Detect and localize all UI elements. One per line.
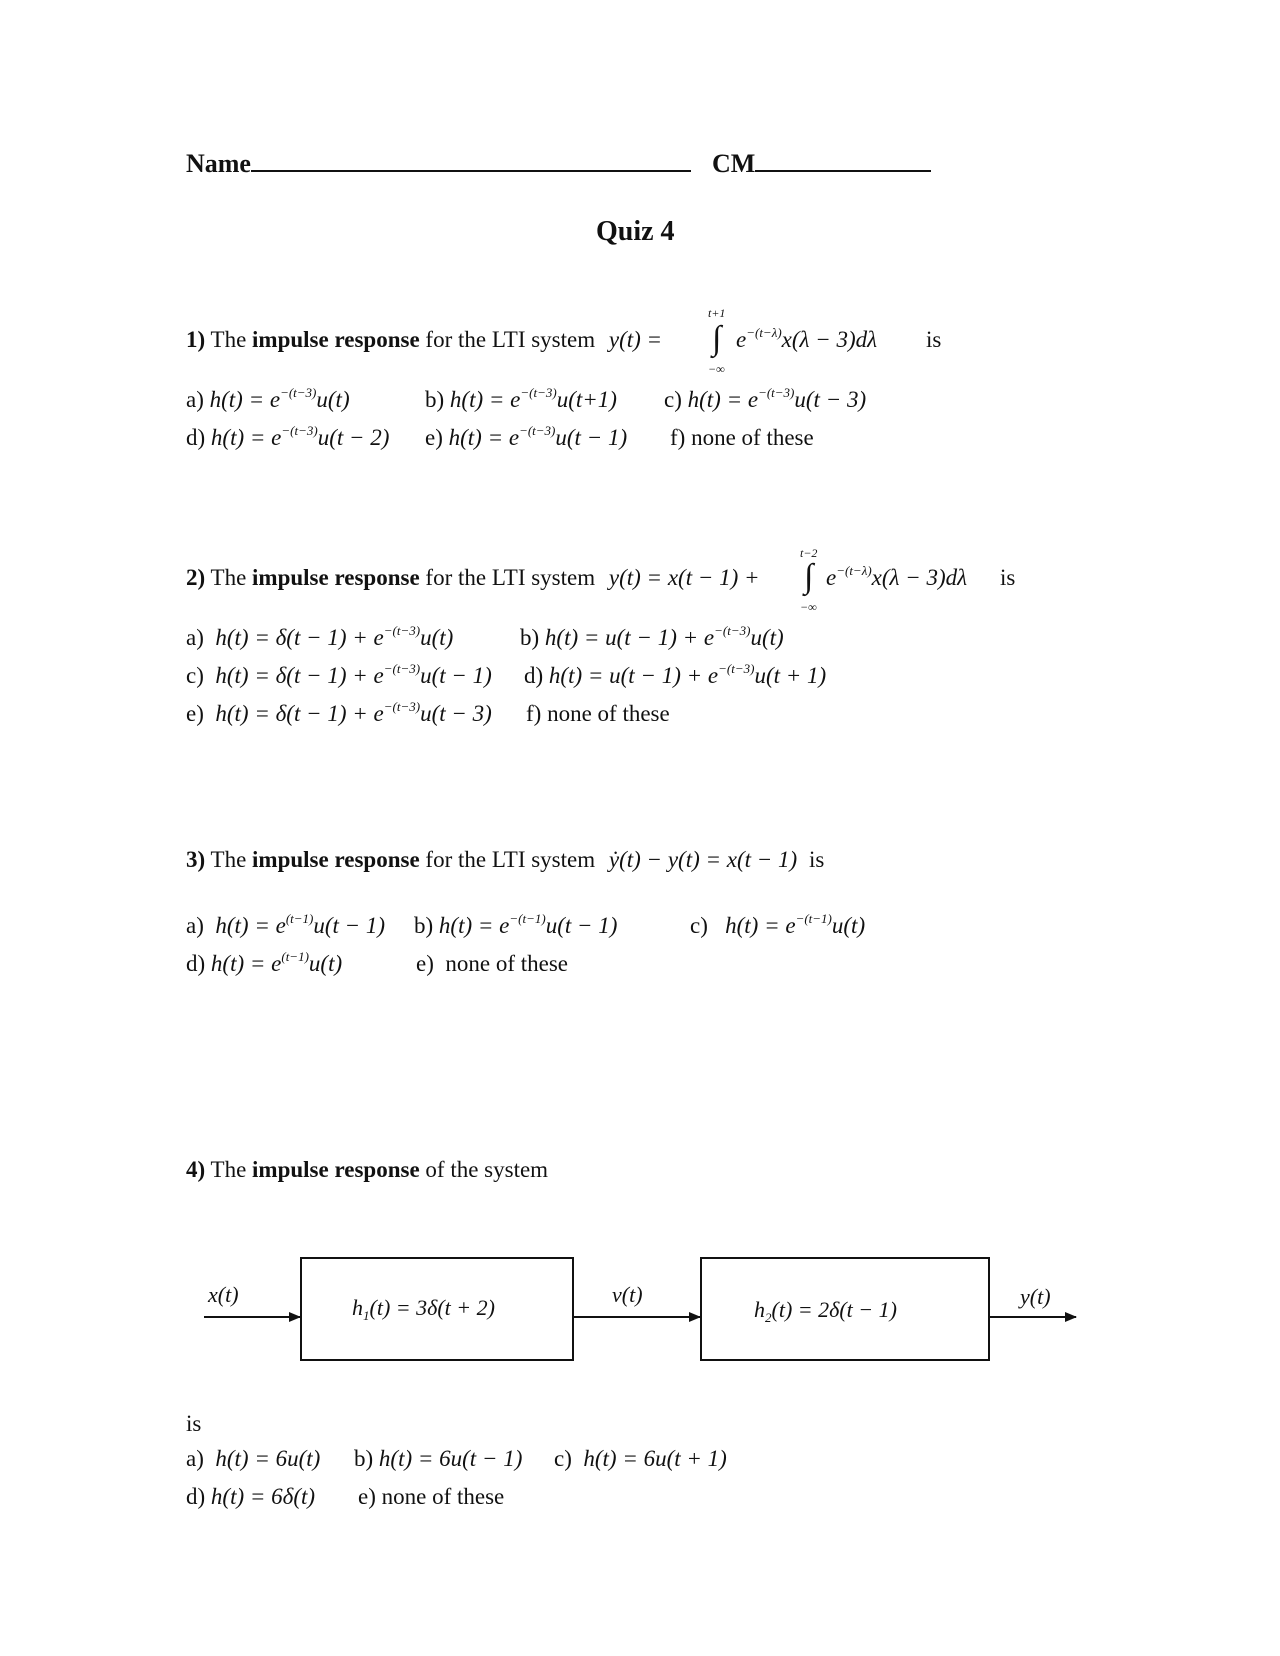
q2-integral-sign: ∫ xyxy=(804,558,814,595)
option-pre: h(t) = e xyxy=(438,913,510,938)
option-post: u(t − 3) xyxy=(420,701,492,726)
q2-bold: impulse response xyxy=(252,565,420,590)
middle-signal-label: v(t) xyxy=(612,1282,643,1307)
q2-lhs: y(t) = x(t − 1) + xyxy=(608,565,760,590)
q2-lower-limit: −∞ xyxy=(800,600,817,614)
block-2-expr: (t) = 2δ(t − 1) xyxy=(771,1297,897,1322)
option-label: b) xyxy=(354,1446,374,1471)
q3-equation: ẏ(t) − y(t) = x(t − 1) xyxy=(608,847,798,872)
option-exp: −(t−3) xyxy=(383,699,421,714)
option-exp: −(t−1) xyxy=(795,911,832,926)
option-label: e) xyxy=(425,425,443,450)
option-text: h(t) = 6u(t) xyxy=(215,1446,321,1471)
name-label: Name xyxy=(186,149,251,178)
q4-is: is xyxy=(186,1411,202,1436)
option-pre: h(t) = e xyxy=(725,913,796,938)
option-text: none of these xyxy=(381,1484,505,1509)
block-1-sub: 1 xyxy=(363,1308,370,1323)
q4-post: of the system xyxy=(425,1157,549,1182)
option-label: f) xyxy=(670,425,686,450)
option-label: a) xyxy=(186,1446,204,1471)
q2-integrand-exp: −(t−λ) xyxy=(836,563,872,578)
option-label: e) xyxy=(416,951,434,976)
option-post: u(t) xyxy=(308,951,343,976)
input-signal-label: x(t) xyxy=(208,1282,239,1307)
option-label: e) xyxy=(186,701,204,726)
q4-option-a[interactable] xyxy=(186,1446,320,1472)
block-1-label xyxy=(352,1295,495,1321)
q2-pre: The xyxy=(210,565,247,590)
option-exp: (t−1) xyxy=(285,911,314,926)
q1-integrand-rest: x(λ − 3)dλ xyxy=(781,327,878,352)
q1-lower-limit: −∞ xyxy=(708,362,725,376)
option-text: h(t) = 6u(t + 1) xyxy=(583,1446,727,1471)
option-label: a) xyxy=(186,625,204,650)
q2-upper-limit: t−2 xyxy=(800,546,818,560)
option-pre: h(t) = e xyxy=(215,913,286,938)
option-exp: −(t−3) xyxy=(714,623,751,638)
q4-number: 4) xyxy=(186,1157,206,1182)
option-post: u(t) xyxy=(750,625,784,650)
option-label: b) xyxy=(520,625,540,650)
option-label: c) xyxy=(664,387,682,412)
option-label: c) xyxy=(554,1446,572,1471)
q3-bold: impulse response xyxy=(252,847,420,872)
option-post: u(t − 3) xyxy=(794,387,867,412)
q4-option-d[interactable] xyxy=(186,1484,315,1510)
option-post: u(t) xyxy=(420,625,454,650)
option-post: u(t − 1) xyxy=(420,663,492,688)
option-pre: h(t) = e xyxy=(209,387,281,412)
option-label: d) xyxy=(186,951,206,976)
option-label: b) xyxy=(414,913,434,938)
system-block-1 xyxy=(300,1257,574,1361)
option-label: d) xyxy=(524,663,544,688)
option-exp: −(t−3) xyxy=(758,385,795,400)
output-signal-label: y(t) xyxy=(1020,1284,1051,1309)
option-exp: −(t−3) xyxy=(519,423,556,438)
q2-post: for the LTI system xyxy=(425,565,596,590)
option-pre: h(t) = e xyxy=(210,951,282,976)
q1-bold: impulse response xyxy=(252,327,420,352)
system-block-2 xyxy=(700,1257,990,1361)
option-pre: h(t) = e xyxy=(210,425,282,450)
q1-number: 1) xyxy=(186,327,206,352)
option-text: none of these xyxy=(691,425,814,450)
option-text: none of these xyxy=(445,951,569,976)
option-pre: h(t) = e xyxy=(449,387,521,412)
block-2-label xyxy=(754,1297,897,1323)
option-label: c) xyxy=(690,913,708,938)
block-1-expr: (t) = 3δ(t + 2) xyxy=(369,1295,495,1320)
option-pre: h(t) = e xyxy=(687,387,759,412)
option-pre: h(t) = δ(t − 1) + e xyxy=(215,625,384,650)
q4-option-b[interactable] xyxy=(354,1446,522,1472)
option-pre: h(t) = e xyxy=(448,425,520,450)
option-post: u(t+1) xyxy=(556,387,617,412)
option-post: u(t − 1) xyxy=(555,425,628,450)
page-title: Quiz 4 xyxy=(596,216,675,247)
option-label: a) xyxy=(186,387,204,412)
q1-integrand-exp: −(t−λ) xyxy=(746,325,782,340)
option-label: c) xyxy=(186,663,204,688)
q3-post: for the LTI system xyxy=(425,847,596,872)
q2-integrand-base: e xyxy=(826,565,837,590)
option-exp: −(t−3) xyxy=(718,661,755,676)
block-2-h: h xyxy=(754,1297,765,1322)
q1-lhs: y(t) = xyxy=(608,327,663,352)
option-exp: −(t−1) xyxy=(509,911,546,926)
q1-integrand-base: e xyxy=(736,327,747,352)
q4-option-e[interactable] xyxy=(358,1484,504,1510)
option-pre: h(t) = δ(t − 1) + e xyxy=(215,701,384,726)
option-label: d) xyxy=(186,1484,206,1509)
option-label: e) xyxy=(358,1484,376,1509)
option-post: u(t − 1) xyxy=(545,913,618,938)
option-label: a) xyxy=(186,913,204,938)
option-text: h(t) = 6u(t − 1) xyxy=(378,1446,523,1471)
option-post: u(t + 1) xyxy=(754,663,827,688)
option-post: u(t − 1) xyxy=(313,913,386,938)
option-label: d) xyxy=(186,425,206,450)
q4-option-c[interactable] xyxy=(554,1446,727,1472)
q3-tail: is xyxy=(808,847,825,872)
option-pre: h(t) = u(t − 1) + e xyxy=(544,625,715,650)
option-pre: h(t) = u(t − 1) + e xyxy=(548,663,719,688)
q3-pre: The xyxy=(210,847,247,872)
q1-integral-sign: ∫ xyxy=(712,320,722,357)
q3-number: 3) xyxy=(186,847,206,872)
option-exp: −(t−3) xyxy=(383,661,421,676)
option-exp: −(t−3) xyxy=(280,385,317,400)
option-post: u(t) xyxy=(831,913,866,938)
q4-bold: impulse response xyxy=(252,1157,420,1182)
option-exp: −(t−3) xyxy=(520,385,557,400)
q1-upper-limit: t+1 xyxy=(708,306,726,320)
q1-pre: The xyxy=(210,327,247,352)
block-2-sub: 2 xyxy=(765,1310,772,1325)
q2-tail: is xyxy=(1000,565,1016,590)
option-exp: −(t−3) xyxy=(383,623,421,638)
option-label: f) xyxy=(526,701,542,726)
option-text: h(t) = 6δ(t) xyxy=(210,1484,316,1509)
option-label: b) xyxy=(425,387,445,412)
option-pre: h(t) = δ(t − 1) + e xyxy=(215,663,384,688)
q2-integrand-rest: x(λ − 3)dλ xyxy=(871,565,968,590)
q1-tail: is xyxy=(926,327,942,352)
q4-pre: The xyxy=(210,1157,247,1182)
option-exp: −(t−3) xyxy=(281,423,318,438)
block-1-h: h xyxy=(352,1295,363,1320)
cm-label: CM xyxy=(712,149,756,178)
option-text: none of these xyxy=(547,701,670,726)
option-post: u(t − 2) xyxy=(317,425,390,450)
q2-number: 2) xyxy=(186,565,206,590)
option-exp: (t−1) xyxy=(281,949,309,964)
option-post: u(t) xyxy=(316,387,350,412)
q1-post: for the LTI system xyxy=(425,327,596,352)
